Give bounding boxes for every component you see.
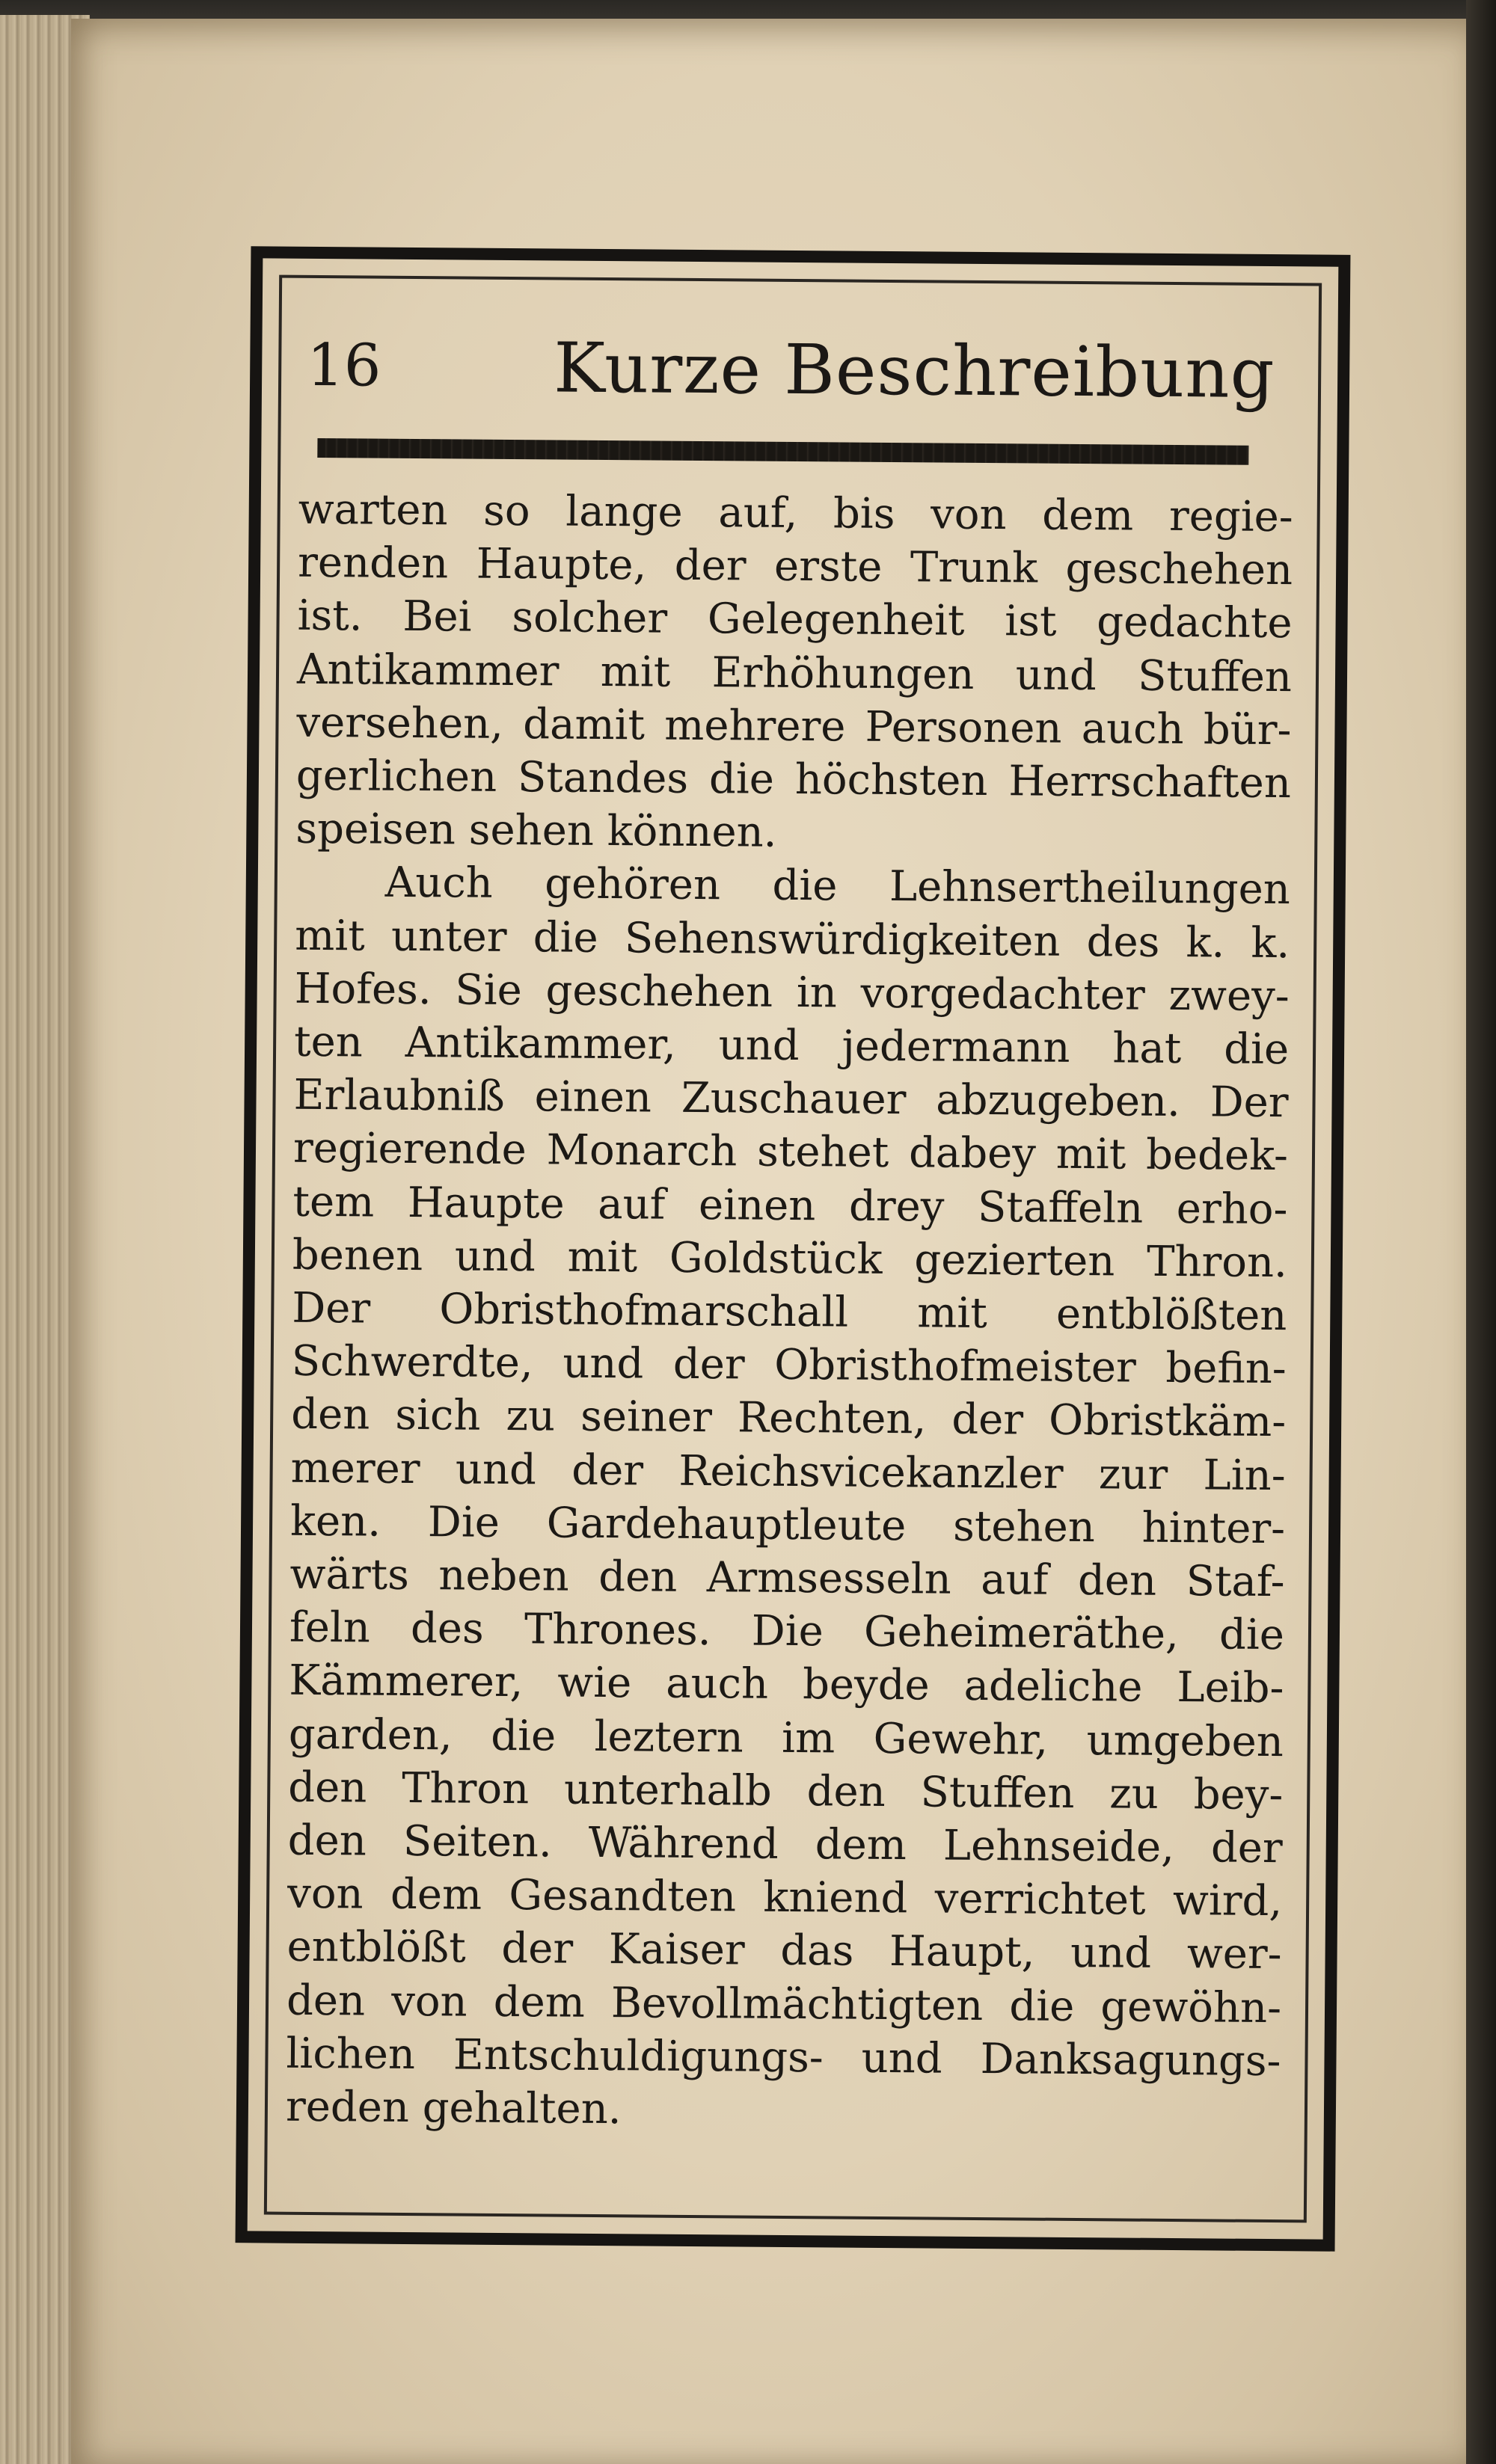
text-line: ten Antikammer, und jedermann hat die <box>293 1017 1290 1075</box>
text-line: ken. Die Gardehauptleute stehen hinter- <box>289 1496 1286 1554</box>
text-line: warten so lange auf, bis von dem regie- <box>298 485 1293 542</box>
text-line: reden gehalten. <box>285 2082 622 2134</box>
text-line: regierende Monarch stehet dabey mit bedek- <box>292 1124 1289 1181</box>
text-line: Der Obristhofmarschall mit entblößten <box>292 1283 1287 1341</box>
text-line: Erlaubniß einen Zuschauer abzugeben. Der <box>293 1070 1289 1128</box>
text-line: garden, die leztern im Gewehr, umgeben <box>288 1709 1284 1766</box>
text-line: den Seiten. Während dem Lehnseide, der <box>287 1816 1283 1873</box>
text-line: wärts neben den Armsesseln auf den Staf- <box>289 1549 1285 1607</box>
text-line: Kämmerer, wie auch beyde adeliche Leib- <box>289 1656 1284 1713</box>
page-number: 16 <box>306 331 381 400</box>
text-line: versehen, damit mehrere Personen auch bür- <box>296 698 1292 755</box>
text-line: von dem Gesandten kniend verrichtet wird, <box>286 1869 1283 1926</box>
text-line: renden Haupte, der erste Trunk geschehen <box>297 538 1293 595</box>
text-line: ist. Bei solcher Gelegenheit ist gedachte <box>297 592 1293 648</box>
text-line: lichen Entschuldigungs- und Danksagungs- <box>286 2029 1281 2086</box>
text-line: speisen sehen können. <box>295 804 777 858</box>
text-line: tem Haupte auf einen drey Staffeln erho- <box>292 1177 1288 1234</box>
text-line: Antikammer mit Erhöhungen und Stuffen <box>296 645 1293 701</box>
text-line: mit unter die Sehenswürdigkeiten des k. k. <box>295 911 1290 968</box>
text-line: feln des Thrones. Die Geheimeräthe, die <box>289 1603 1285 1660</box>
text-line: Schwerdte, und der Obristhofmeister befin- <box>291 1336 1287 1394</box>
right-shadow <box>1466 0 1496 2464</box>
text-line: entblößt der Kaiser das Haupt, und wer- <box>286 1923 1282 1979</box>
text-line: den sich zu seiner Rechten, der Obristkäm- <box>290 1390 1287 1447</box>
text-line: den von dem Bevollmächtigten die gewöhn- <box>286 1976 1282 2033</box>
page-header <box>292 311 1308 424</box>
text-line: merer und der Reichsvicekanzler zur Lin- <box>290 1443 1286 1500</box>
text-line: gerlichen Standes die höchsten Herrschaften <box>295 751 1292 808</box>
page-border-frame <box>236 246 1351 2251</box>
text-line: Hofes. Sie geschehen in vorgedachter zwey- <box>294 964 1290 1021</box>
text-line: benen und mit Goldstück gezierten Thron. <box>292 1230 1288 1288</box>
text-line: den Thron unterhalb den Stuffen zu bey- <box>288 1763 1284 1820</box>
body-text <box>286 483 1293 2142</box>
running-head: Kurze Beschreibung <box>553 328 1275 414</box>
text-line: Auch gehören die Lehnsertheilungen <box>384 858 1291 915</box>
